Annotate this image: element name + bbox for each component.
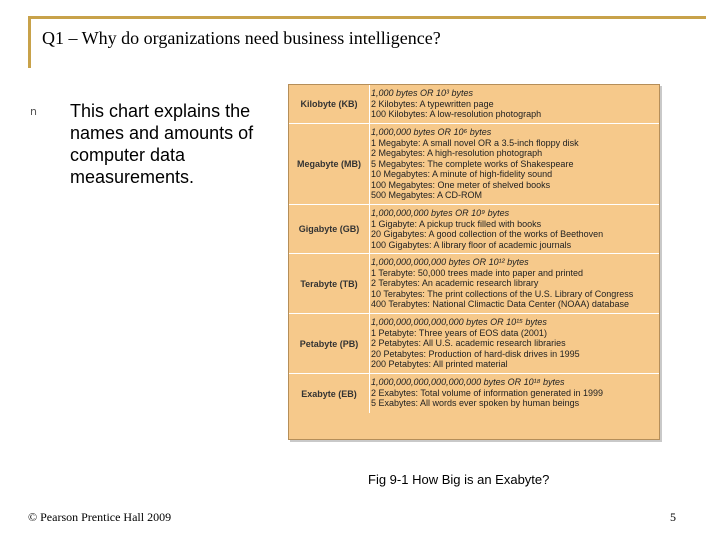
example-line: 20 Petabytes: Production of hard-disk drives in 1995 [371,348,580,359]
byte-equivalence: 1,000,000 bytes OR 10⁶ bytes [371,127,492,137]
chart-row [289,205,659,254]
example-line: 2 Megabytes: A high-resolution photograph [371,148,543,158]
example-line: 10 Megabytes: A minute of high-fidelity sound [371,169,553,179]
chart-row [289,124,659,205]
unit-label: Exabyte (EB) [289,374,370,413]
example-line: 20 Gigabytes: A good collection of the works of Beethoven [371,229,604,239]
example-line: 2 Terabytes: An academic research library [371,278,539,288]
byte-equivalence: 1,000,000,000,000,000 bytes OR 10¹⁵ bytes [371,317,547,327]
example-line: 1 Terabyte: 50,000 trees made into paper and printed [371,267,583,278]
unit-examples [371,88,655,120]
figure-caption: Fig 9-1 How Big is an Exabyte? [368,472,550,487]
example-line: 100 Kilobytes: A low-resolution photograph [371,109,542,119]
unit-examples [371,127,655,201]
unit-label: Megabyte (MB) [289,124,370,204]
page-number: 5 [670,510,676,524]
slide-frame-left-border [28,16,31,68]
unit-examples [371,317,655,370]
unit-examples [371,257,655,310]
unit-label: Petabyte (PB) [289,314,370,373]
example-line: 2 Exabytes: Total volume of information generated in 1999 [371,387,603,398]
example-line: 5 Exabytes: All words ever spoken by human beings [371,398,580,408]
byte-equivalence: 1,000 bytes OR 10³ bytes [371,88,474,98]
unit-label: Terabyte (TB) [289,254,370,313]
example-line: 100 Megabytes: One meter of shelved books [371,179,551,190]
example-line: 1 Gigabyte: A pickup truck filled with books [371,218,542,229]
unit-label: Gigabyte (GB) [289,205,370,253]
slide-frame-top-border [28,16,706,19]
bullet-text: This chart explains the names and amounts of computer data measurements. [70,101,254,187]
slide-title: Q1 – Why do organizations need business intelligence? [42,28,441,48]
example-line: 500 Megabytes: A CD-ROM [371,190,483,200]
example-line: 1 Megabyte: A small novel OR a 3.5-inch floppy disk [371,137,579,148]
chart-row [289,314,659,374]
unit-examples [371,208,655,250]
copyright-footer: © Pearson Prentice Hall 2009 [28,510,172,524]
byte-equivalence: 1,000,000,000,000,000,000 bytes OR 10¹⁸ bytes [371,377,565,387]
unit-examples [371,377,655,409]
unit-label: Kilobyte (KB) [289,85,370,123]
example-line: 10 Terabytes: The print collections of the U.S. Library of Congress [371,288,634,299]
example-line: 2 Petabytes: All U.S. academic research libraries [371,338,566,348]
data-size-chart [288,84,660,440]
byte-equivalence: 1,000,000,000,000 bytes OR 10¹² bytes [371,257,529,267]
chart-row [289,85,659,124]
byte-equivalence: 1,000,000,000 bytes OR 10⁹ bytes [371,208,510,218]
bullet-marker: n [30,105,37,118]
chart-row [289,374,659,413]
example-line: 2 Kilobytes: A typewritten page [371,98,494,109]
example-line: 100 Gigabytes: A library floor of academic journals [371,239,572,250]
chart-row [289,254,659,314]
example-line: 400 Terabytes: National Climactic Data Center (NOAA) database [371,299,629,309]
example-line: 200 Petabytes: All printed material [371,359,508,369]
example-line: 1 Petabyte: Three years of EOS data (2001) [371,327,547,338]
example-line: 5 Megabytes: The complete works of Shakespeare [371,158,574,169]
